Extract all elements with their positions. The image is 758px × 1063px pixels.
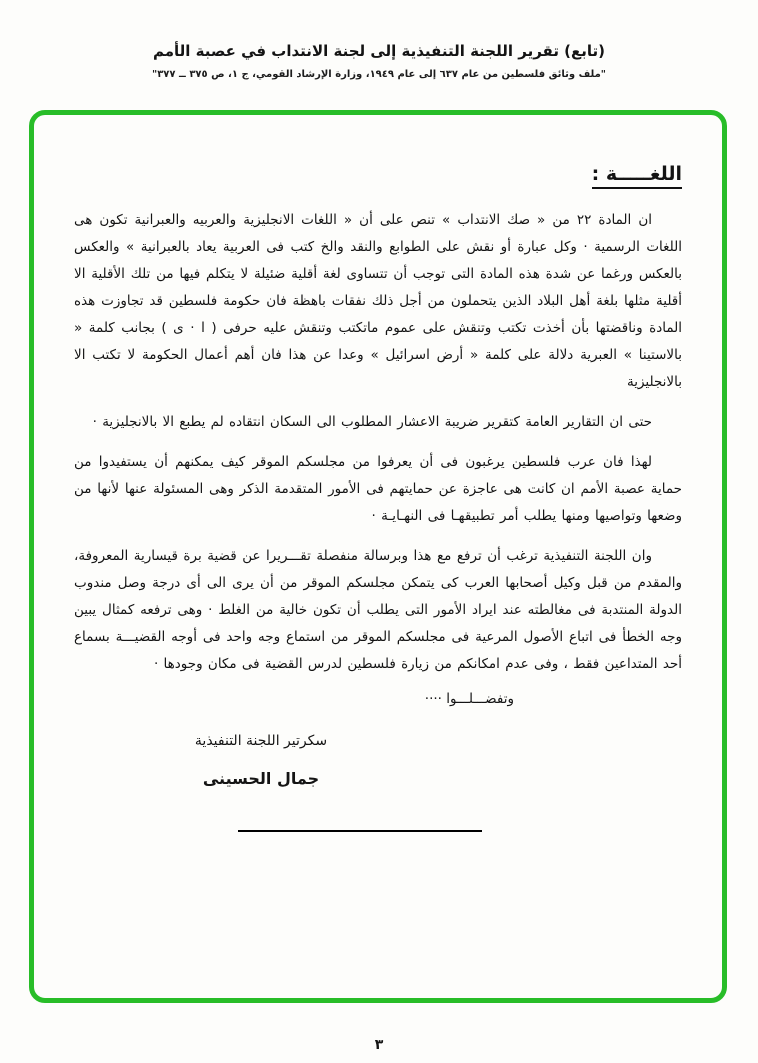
section-heading-language: اللغـــــة :	[592, 163, 682, 189]
document-body	[34, 115, 722, 832]
paragraph-3: لهذا فان عرب فلسطين يرغبون فى أن يعرفوا من مجلسكم الموقر كيف يمكنهم أن يستفيدوا من حماية عصبة الأمم ان كانت هى عاجزة عن حمايتهم فى الأمور المتقدمة الذكر وهى المسئولة عنها لأنها من وضعها وتواصيها ومنها يطلب أمر تطبيقهـا فى النهـايـة ·	[74, 454, 682, 524]
document-border-frame	[29, 110, 727, 1003]
signature-name: جمال الحسينى	[202, 769, 320, 788]
page-number: ٣	[374, 1037, 384, 1053]
paragraph-2: حتى ان التقارير العامة كتقرير ضريبة الاعشار المطلوب الى السكان انتقاده لم يطبع الا بالانجليزية ·	[92, 414, 652, 430]
paragraph-4: وان اللجنة التنفيذية ترغب أن ترفع مع هذا وبرسالة منفصلة تقـــريرا عن قضية برة قيسارية المعروفة، والمقدم من قبل وكيل أصحابها العرب كى يتمكن مجلسكم الموقر من أن يرى الى أى درجة وصل مندوب الدولة المنتدبة فى مغالطته عند ايراد الأمور التى يطلب أن تكون خالية من الغلط · وهى ترفعه كمثال يبين وجه الخطأ فى اتباع الأصول المرعية فى مجلسكم الموقر من استماع وجه واحد فى أوجه القضيـــة بسماع أحد المتداعين فقط ، وفى عدم امكانكم من زيارة فلسطين لدرس القضية فى مكان وجودها ·	[74, 548, 682, 672]
horizontal-divider	[238, 830, 482, 832]
header-source-citation: "ملف وثائق فلسطين من عام ٦٣٧ إلى عام ١٩٤٩، وزارة الإرشاد القومي، ج ١، ص ٣٧٥ ــ ٣٧٧"	[151, 69, 606, 80]
page-header	[0, 0, 758, 80]
paragraph-1: ان المادة ٢٢ من « صك الانتداب » تنص على أن « اللغات الانجليزية والعربيه والعبرانية تكون هى اللغات الرسمية · وكل عبارة أو نقش على الطوابع والنقد والخ كتب فى العربية يعاد بالعبرانية » والعكس بالعكس ورغما عن شدة هذه المادة التى توجب أن تتساوى لغة أقلية ضئيلة لا يتكلم فيها من تلك الأقلية الا أقلية مثلها بلغة أهل البلاد الذين يتحملون من أجل ذلك نفقات باهظة فان حكومة فلسطين قد تجاوزت هذه المادة وناقضتها بأن أخذت تكتب وتنقش على عموم ماتكتب وتنقش عليه حرفى ( ا · ى ) بجانب كلمة « بالاستينا » العبرية دلالة على كلمة « أرض اسرائيل » وعدا عن هذا فان أهم أعمال الحكومة لا تكتب الا بالانجليزية	[74, 212, 682, 390]
signature-title: سكرتير اللجنة التنفيذية	[194, 733, 328, 749]
signature-block	[156, 733, 366, 788]
closing-salutation: وتفضـــلـــوا ····	[424, 691, 514, 707]
header-title: (تابع) تقرير اللجنة التنفيذية إلى لجنة الانتداب في عصبة الأمم	[152, 42, 606, 60]
